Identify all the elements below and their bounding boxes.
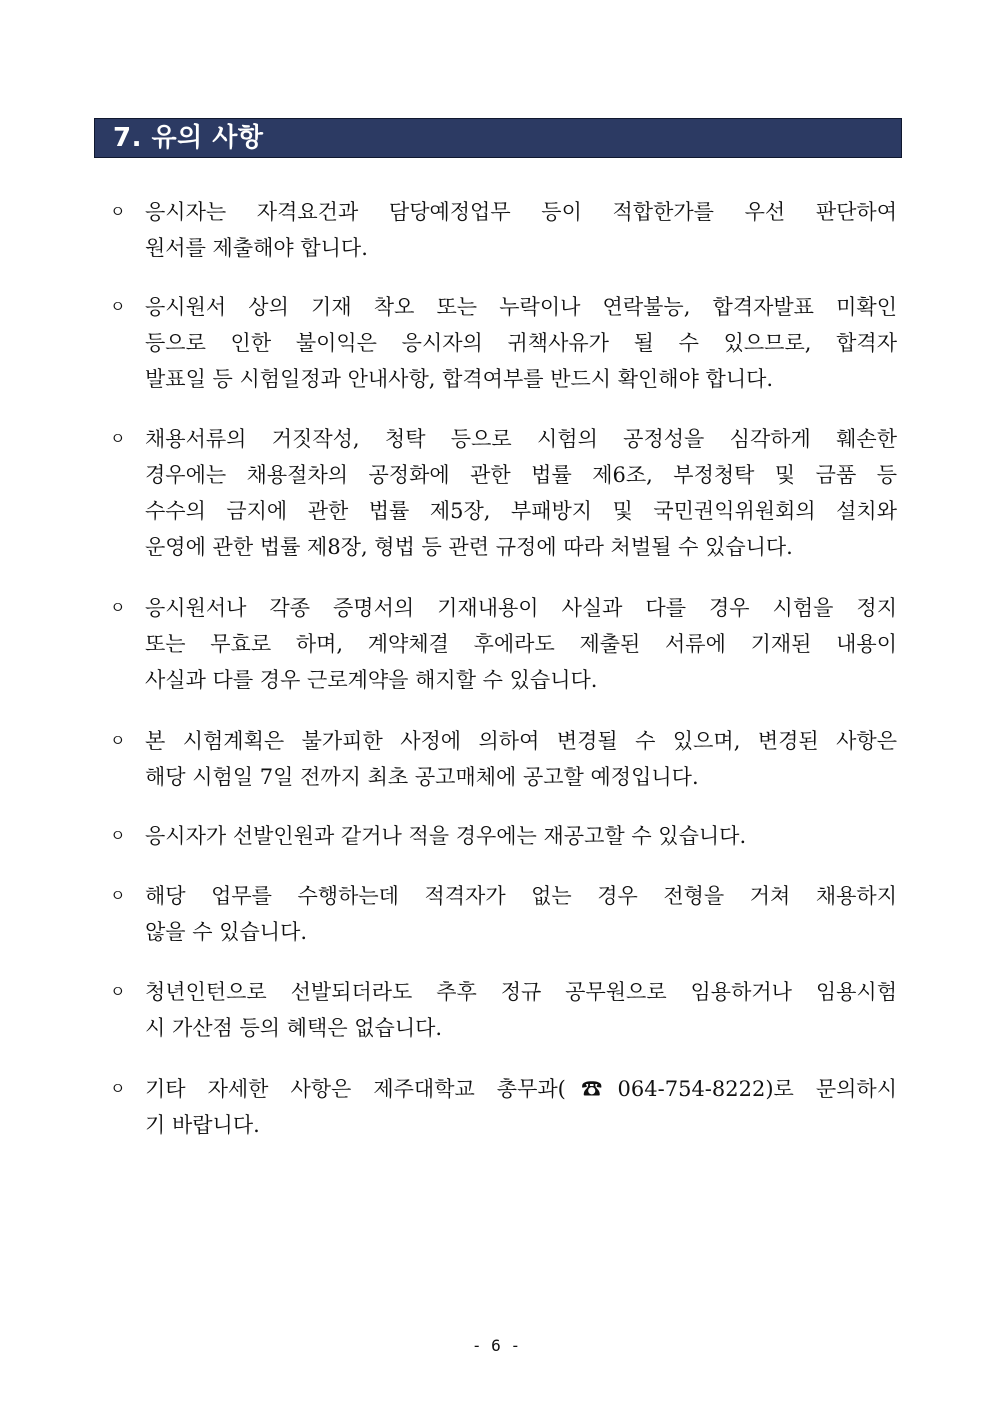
list-item-line: 채용서류의 거짓작성, 청탁 등으로 시험의 공정성을 심각하게 훼손한 (145, 427, 897, 451)
list-item (110, 1071, 900, 1143)
list-item (110, 421, 900, 565)
list-item-line: 응시자는 자격요건과 담당예정업무 등이 적합한가를 우선 판단하여 (145, 200, 897, 224)
bullet-marker: ㅇ (110, 731, 126, 750)
list-item (110, 878, 900, 950)
list-item-line: 수수의 금지에 관한 법률 제5장, 부패방지 및 국민권익위원회의 설치와 (145, 499, 897, 523)
list-item-line: 사실과 다를 경우 근로계약을 해지할 수 있습니다. (145, 668, 598, 692)
list-item-line: 응시원서 상의 기재 착오 또는 누락이나 연락불능, 합격자발표 미확인 (145, 295, 897, 319)
list-item (110, 818, 900, 854)
bullet-marker: ㅇ (110, 826, 126, 845)
list-item-line: 발표일 등 시험일정과 안내사항, 합격여부를 반드시 확인해야 합니다. (145, 367, 774, 391)
list-item-line: 해당 업무를 수행하는데 적격자가 없는 경우 전형을 거쳐 채용하지 (145, 884, 897, 908)
bullet-marker: ㅇ (110, 982, 126, 1001)
list-item-line: 운영에 관한 법률 제8장, 형법 등 관련 규정에 따라 처벌될 수 있습니다. (145, 535, 793, 559)
list-item-line: 본 시험계획은 불가피한 사정에 의하여 변경될 수 있으며, 변경된 사항은 (145, 729, 897, 753)
bullet-marker: ㅇ (110, 598, 126, 617)
list-item-line: 기 바랍니다. (145, 1113, 260, 1137)
list-item-line: 시 가산점 등의 혜택은 없습니다. (145, 1016, 443, 1040)
section-header (94, 118, 902, 158)
list-item (110, 723, 900, 795)
list-item-line: 해당 시험일 7일 전까지 최초 공고매체에 공고할 예정입니다. (145, 765, 699, 789)
list-item (110, 289, 900, 397)
bullet-marker: ㅇ (110, 886, 126, 905)
list-item-line: 청년인턴으로 선발되더라도 추후 정규 공무원으로 임용하거나 임용시험 (145, 980, 897, 1004)
bullet-marker: ㅇ (110, 429, 126, 448)
list-item (110, 194, 900, 266)
list-item-line: 또는 무효로 하며, 계약체결 후에라도 제출된 서류에 기재된 내용이 (145, 632, 897, 656)
list-item-line: 원서를 제출해야 합니다. (145, 236, 368, 260)
list-item-line: 등으로 인한 불이익은 응시자의 귀책사유가 될 수 있으므로, 합격자 (145, 331, 897, 355)
list-item-line: 않을 수 있습니다. (145, 920, 308, 944)
bullet-marker: ㅇ (110, 202, 126, 221)
bullet-marker: ㅇ (110, 297, 126, 316)
list-item-line: 기타 자세한 사항은 제주대학교 총무과(☎064-754-8222)로 문의하시 (145, 1077, 897, 1101)
list-item-line: 응시원서나 각종 증명서의 기재내용이 사실과 다를 경우 시험을 정지 (145, 596, 897, 620)
list-item-line: 경우에는 채용절차의 공정화에 관한 법률 제6조, 부정청탁 및 금품 등 (145, 463, 897, 487)
list-item-line: 응시자가 선발인원과 같거나 적을 경우에는 재공고할 수 있습니다. (145, 824, 747, 848)
list-item (110, 590, 900, 698)
bullet-marker: ㅇ (110, 1079, 126, 1098)
section-title: 7. 유의 사항 (113, 123, 264, 153)
list-item (110, 974, 900, 1046)
page-number: - 6 - (471, 1336, 521, 1355)
